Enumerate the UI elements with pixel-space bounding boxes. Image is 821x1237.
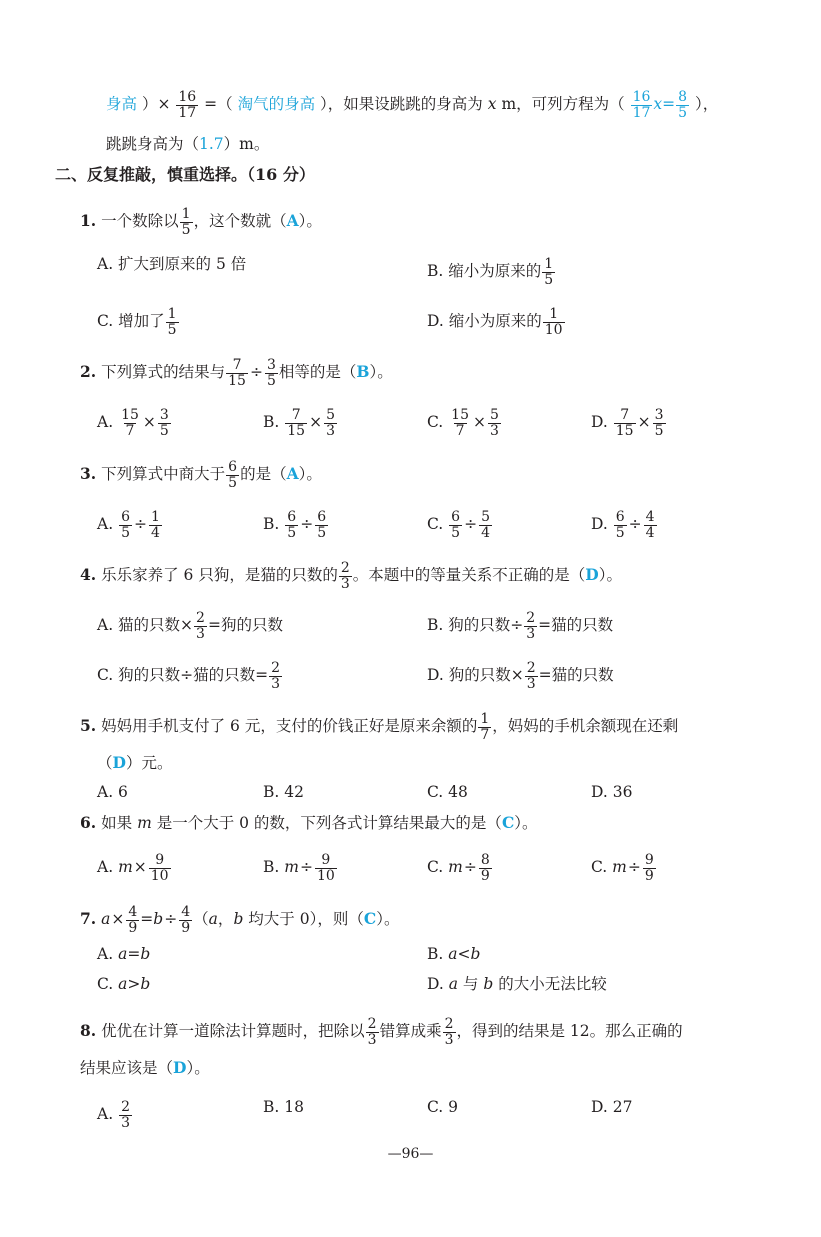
question-5: 5. 妈妈用手机支付了 6 元，支付的价钱正好是原来余额的 $\frac{1}{7}$ ，妈妈的手机余额现在还剩: [80, 711, 679, 743]
option-d: D. a 与 b 的大小无法比较: [427, 975, 607, 993]
option-b: B. $\frac{6}{5}$ ÷ $\frac{6}{5}$: [263, 509, 327, 541]
question-2: 2. 下列算式的结果与 $\frac{7}{15}$ ÷ $\frac{3}{5}$ 相等的是（B）。: [80, 357, 393, 389]
option-b: B. m÷ $\frac{9}{10}$: [263, 852, 335, 884]
answer: C: [501, 813, 515, 832]
question-1: 1. 一个数除以 $\frac{1}{5}$ ，这个数就（A）。: [80, 206, 322, 238]
question-3: 3. 下列算式中商大于 $\frac{6}{5}$ 的是（A）。: [80, 459, 322, 491]
option-d: D. $\frac{6}{5}$ ÷ $\frac{4}{4}$: [591, 509, 655, 541]
blank-answer-taoqi: 淘气的身高: [237, 95, 316, 114]
option-c: C. $\frac{6}{5}$ ÷ $\frac{5}{4}$: [427, 509, 491, 541]
answer: A: [286, 464, 299, 484]
option-d: C. m÷ $\frac{9}{9}$: [591, 852, 654, 884]
answer: D: [585, 565, 599, 585]
answer: C: [363, 909, 377, 929]
option-d: D. 缩小为原来的 $\frac{1}{10}$: [427, 306, 563, 338]
question-5-line-2: （D）元。: [97, 753, 173, 772]
option-b: B. 狗的只数÷ $\frac{2}{3}$ =猫的只数: [427, 610, 614, 642]
question-8-line-2: 结果应该是（D）。: [80, 1058, 210, 1077]
option-c: C. 狗的只数÷猫的只数= $\frac{2}{3}$: [97, 660, 281, 692]
option-b: B. $\frac{7}{15}$ × $\frac{5}{3}$: [263, 407, 336, 439]
blank-answer-jump-height: 1.7: [199, 135, 224, 153]
answer-line-1: 身高 ）× $\frac{16}{17}$ =（ 淘气的身高 ），如果设跳跳的身高为 x m，可列方程为（ $\frac{16}{17}$ x= $\frac{8}{5}$ ），: [106, 89, 719, 121]
option-c: C. m÷ $\frac{8}{9}$: [427, 852, 490, 884]
answer: B: [356, 362, 370, 382]
blank-answer-height: 身高: [106, 95, 138, 114]
answer-line-2: 跳跳身高为（1.7）m。: [106, 135, 270, 153]
question-6: 6. 如果 m 是一个大于 0 的数，下列各式计算结果最大的是（C）。: [80, 813, 538, 832]
option-a: A. a=b: [97, 945, 151, 963]
option-a: A. $\frac{15}{7}$ × $\frac{3}{5}$: [97, 407, 169, 439]
option-b: B. 42: [263, 783, 304, 801]
option-a: A. $\frac{6}{5}$ ÷ $\frac{1}{4}$: [97, 509, 160, 541]
section-heading: 二、反复推敲，慎重选择。（16 分）: [55, 165, 315, 184]
option-a: A. 扩大到原来的 5 倍: [97, 255, 247, 273]
option-b: B. a<b: [427, 945, 481, 963]
answer: D: [112, 753, 126, 772]
question-7: 7. a× $\frac{4}{9}$ =b÷ $\frac{4}{9}$ （a，b 均大于 0），则（C）。: [80, 904, 400, 936]
page-number: —96—: [387, 1146, 434, 1162]
option-b: B. 缩小为原来的 $\frac{1}{5}$: [427, 256, 554, 288]
option-a: A. 猫的只数× $\frac{2}{3}$ =狗的只数: [97, 610, 283, 642]
option-d: D. 36: [591, 783, 633, 801]
answer: D: [173, 1058, 187, 1077]
option-c: C. $\frac{15}{7}$ × $\frac{5}{3}$: [427, 407, 499, 439]
blank-answer-equation: $\frac{16}{17}$ x= $\frac{8}{5}$: [632, 89, 688, 121]
option-c: C. 48: [427, 783, 468, 801]
question-4: 4. 乐乐家养了 6 只狗，是猫的只数的 $\frac{2}{3}$ 。本题中的等量关系不正确的是（D）。: [80, 560, 622, 592]
option-c: C. 增加了 $\frac{1}{5}$: [97, 306, 177, 338]
answer: A: [286, 211, 299, 231]
option-a: A. 6: [97, 783, 128, 801]
option-d: D. 27: [591, 1098, 633, 1116]
option-b: B. 18: [263, 1098, 304, 1116]
option-c: C. 9: [427, 1098, 459, 1116]
option-a: A. $\frac{2}{3}$: [97, 1099, 130, 1131]
option-a: A. m× $\frac{9}{10}$: [97, 852, 169, 884]
option-d: D. $\frac{7}{15}$ × $\frac{3}{5}$: [591, 407, 664, 439]
option-d: D. 狗的只数× $\frac{2}{3}$ =猫的只数: [427, 660, 614, 692]
question-8: 8. 优优在计算一道除法计算题时，把除以 $\frac{2}{3}$ 错算成乘 $\frac{2}{3}$ ，得到的结果是 12。那么正确的: [80, 1016, 683, 1048]
option-c: C. a>b: [97, 975, 151, 993]
fraction: $\frac{16}{17}$: [178, 89, 197, 121]
